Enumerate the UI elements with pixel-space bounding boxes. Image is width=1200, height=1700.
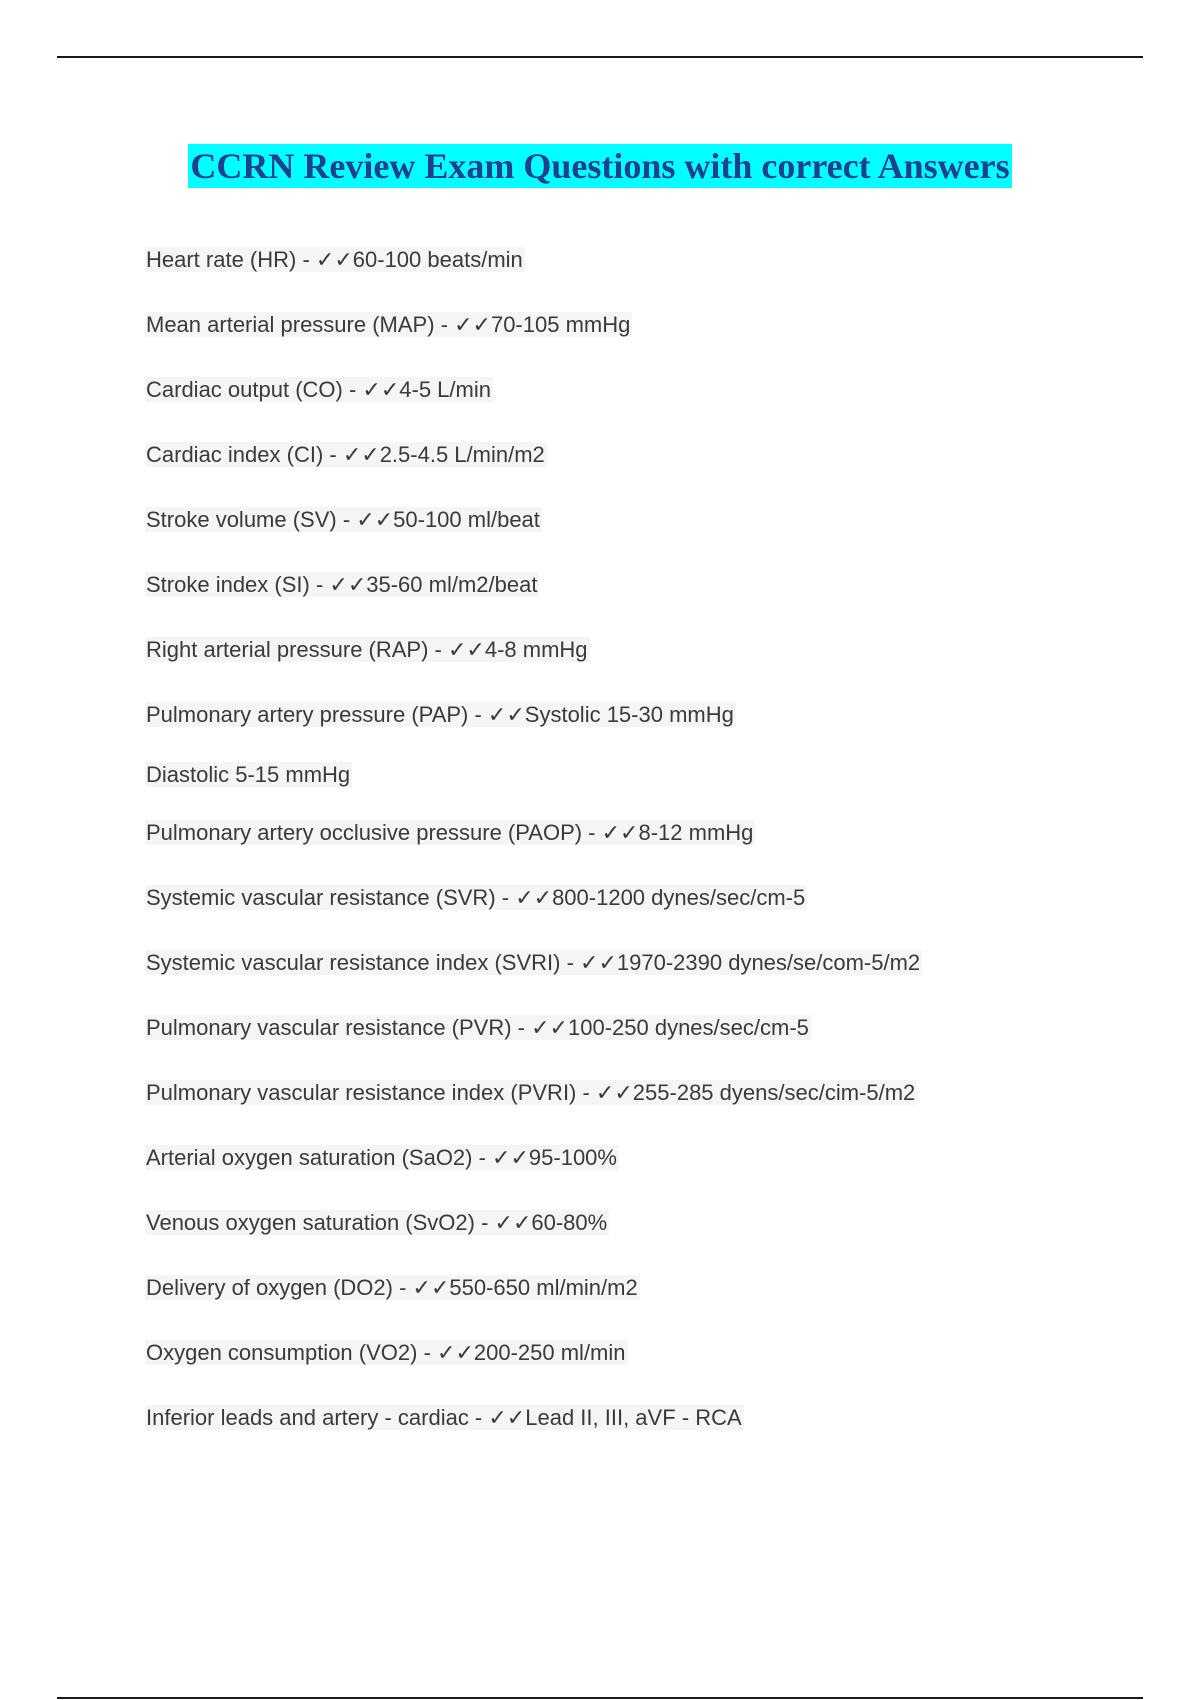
entry-text: Stroke index (SI) - ✓✓35-60 ml/m2/beat — [146, 572, 538, 597]
footer-rule — [57, 1697, 1143, 1699]
entry-text: Right arterial pressure (RAP) - ✓✓4-8 mmHg — [146, 637, 588, 662]
list-item — [145, 244, 1105, 276]
entry-text: Pulmonary artery pressure (PAP) - ✓✓Systolic 15-30 mmHg — [146, 702, 734, 727]
entry-text: Diastolic 5-15 mmHg — [146, 762, 351, 787]
list-item-continuation — [145, 759, 1105, 791]
entry-text: Cardiac index (CI) - ✓✓2.5-4.5 L/min/m2 — [146, 442, 545, 467]
list-item — [145, 699, 1105, 731]
entry-text: Venous oxygen saturation (SvO2) - ✓✓60-80% — [146, 1210, 608, 1235]
list-item — [145, 374, 1105, 406]
list-item — [145, 1207, 1105, 1239]
list-item — [145, 1402, 1105, 1434]
entry-text: Pulmonary vascular resistance (PVR) - ✓✓100-250 dynes/sec/cm-5 — [146, 1015, 809, 1040]
entry-text: Pulmonary vascular resistance index (PVRI) - ✓✓255-285 dyens/sec/cim-5/m2 — [146, 1080, 916, 1105]
list-item — [145, 439, 1105, 471]
list-item — [145, 1012, 1105, 1044]
entry-text: Stroke volume (SV) - ✓✓50-100 ml/beat — [146, 507, 540, 532]
entry-text: Heart rate (HR) - ✓✓60-100 beats/min — [146, 247, 523, 272]
list-item — [145, 504, 1105, 536]
list-item — [145, 634, 1105, 666]
list-item — [145, 817, 1105, 849]
title-container — [0, 144, 1200, 188]
entry-text: Cardiac output (CO) - ✓✓4-5 L/min — [146, 377, 491, 402]
list-item — [145, 1272, 1105, 1304]
entry-text: Mean arterial pressure (MAP) - ✓✓70-105 mmHg — [146, 312, 631, 337]
entry-text: Oxygen consumption (VO2) - ✓✓200-250 ml/min — [146, 1340, 626, 1365]
entry-text: Delivery of oxygen (DO2) - ✓✓550-650 ml/min/m2 — [146, 1275, 638, 1300]
list-item — [145, 309, 1105, 341]
list-item — [145, 1142, 1105, 1174]
header-rule — [57, 56, 1143, 58]
entry-text: Inferior leads and artery - cardiac - ✓✓Lead II, III, aVF - RCA — [146, 1405, 742, 1430]
entry-text: Systemic vascular resistance index (SVRI) - ✓✓1970-2390 dynes/se/com-5/m2 — [146, 950, 921, 975]
list-item — [145, 882, 1105, 914]
entry-list — [145, 244, 1105, 1467]
entry-text: Systemic vascular resistance (SVR) - ✓✓800-1200 dynes/sec/cm-5 — [146, 885, 806, 910]
list-item — [145, 1077, 1105, 1109]
document-title: CCRN Review Exam Questions with correct Answers — [190, 146, 1010, 186]
list-item — [145, 947, 1105, 979]
entry-text: Pulmonary artery occlusive pressure (PAOP) - ✓✓8-12 mmHg — [146, 820, 754, 845]
list-item — [145, 1337, 1105, 1369]
list-item — [145, 569, 1105, 601]
entry-text: Arterial oxygen saturation (SaO2) - ✓✓95-100% — [146, 1145, 617, 1170]
